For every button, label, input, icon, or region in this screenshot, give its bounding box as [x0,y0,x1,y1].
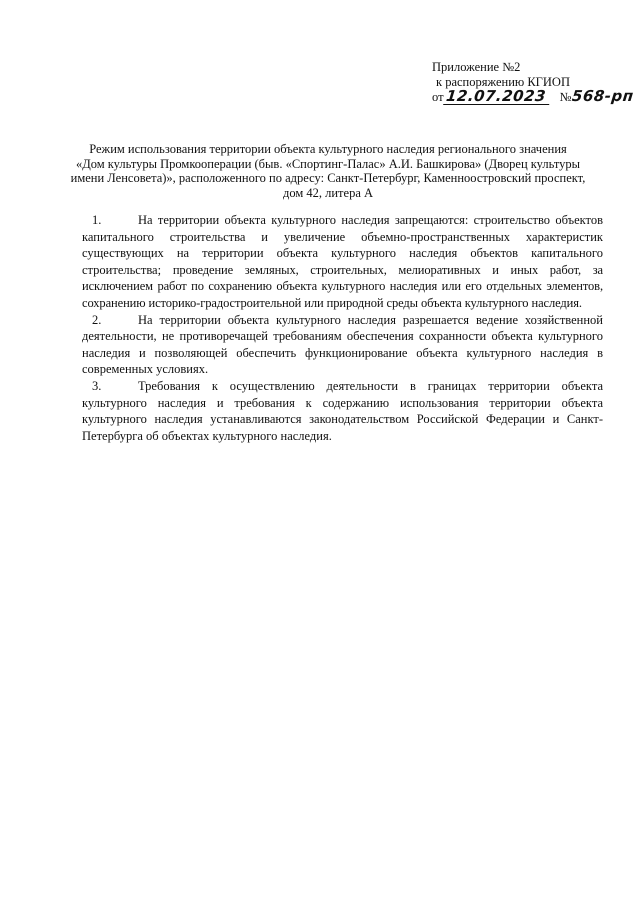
paragraph-text: проведение земляных, строительных, мелиоративных и иных работ, за исключением работ по сохранению объекта культурного наследия или его отдельных элементов, сохранению историко-градостроительной или природной среды объекта культурного наследия. [82,262,603,310]
paragraph-2 [82,312,603,378]
date-prefix: от [432,90,444,104]
title-line: дом 42, литера А [282,185,374,200]
document-title [56,142,600,200]
paragraph-number: 2. [92,312,102,327]
paragraph-3 [82,378,603,444]
title-line: Режим использования территории объекта культурного наследия регионального значения [89,142,567,156]
attachment-header [432,60,636,105]
handwritten-number: 568-рп [571,87,636,105]
attachment-date-number-line [432,87,636,105]
paragraph-text: Требования к осуществлению деятельности в границах территории объекта культурного наследия и требования к содержанию использования территории объекта культурного наследия устанавливаются законодательством Российской Федерации и Санкт-Петербурга об объектах культурного наследия. [82,378,603,443]
attachment-title: Приложение №2 [432,60,521,74]
paragraph-number: 1. [92,213,102,227]
attachment-order-ref: к распоряжению КГИОП [436,74,570,89]
paragraph-1 [82,212,603,312]
title-line: «Дом культуры Промкооперации (быв. «Спортинг-Палас» А.И. Башкирова» (Дворец культуры [75,156,581,171]
handwritten-date: 12.07.2023 [443,89,551,105]
number-prefix: № [559,90,572,104]
title-line: имени Ленсовета)», расположенного по адресу: Санкт-Петербург, Каменноостровский проспект, [70,171,586,186]
document-body [82,212,603,444]
paragraph-text: На территории объекта культурного наследия запрещаются: строительство объектов капитального строительства и увеличение объемно-пространственных характеристик существующих на территории объекта культурного наследия объектов капитального строительства; [82,213,603,277]
paragraph-text: На территории объекта культурного наследия разрешается ведение хозяйственной деятельности, не противоречащей требованиям обеспечения сохранности объекта культурного наследия и позволяющей обеспечить функционирование объекта культурного наследия в современных условиях. [82,312,603,377]
paragraph-number: 3. [92,378,102,393]
